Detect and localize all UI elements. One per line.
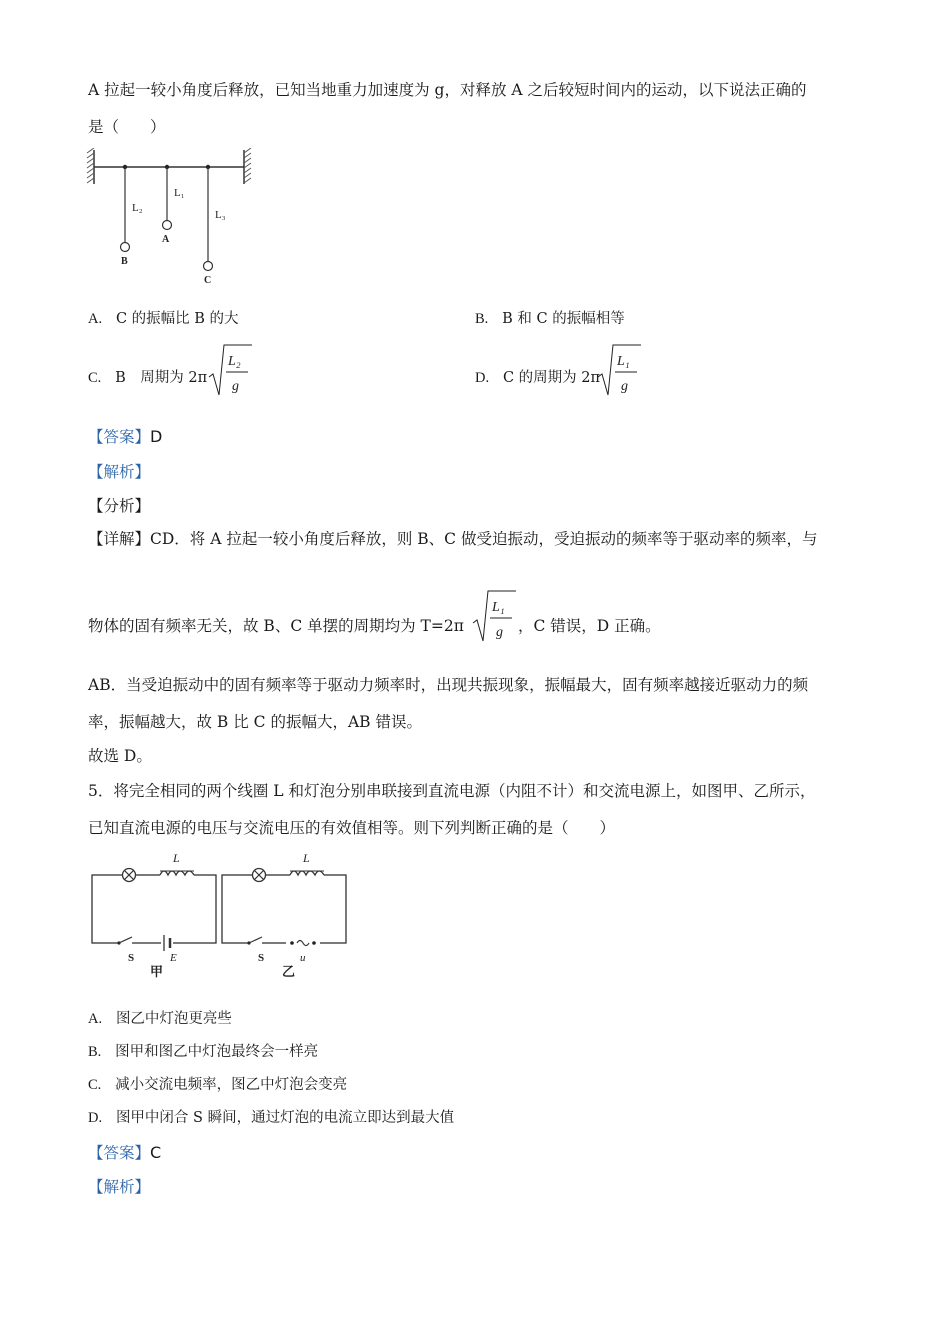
label-u: u xyxy=(300,952,306,964)
label-l3: L₃ xyxy=(215,209,226,221)
q4-answer-line xyxy=(88,427,162,447)
analysis-tag: 【解析】 xyxy=(88,463,151,481)
q4-option-d-label: D. xyxy=(475,370,490,386)
q5-option-c-label: C. xyxy=(88,1077,102,1093)
frac-den-g: g xyxy=(232,379,239,394)
q5-option-a[interactable] xyxy=(88,1009,232,1029)
detail-line2 xyxy=(88,616,464,636)
q5-stem-line2: 已知直流电源的电压与交流电压的有效值相等。则下列判断正确的是（ ） xyxy=(88,819,616,837)
label-c: C xyxy=(204,275,212,286)
q4-option-d[interactable] xyxy=(475,368,600,388)
q5-analysis-tag: 【解析】 xyxy=(88,1178,151,1196)
q5-option-b[interactable] xyxy=(88,1042,318,1062)
frac-den-g: g xyxy=(621,379,628,394)
q5-answer-value: C xyxy=(150,1143,162,1162)
detail-line1 xyxy=(88,529,817,549)
q4-option-a-label: A. xyxy=(88,311,103,327)
sqrt-l2-over-g xyxy=(208,343,252,399)
label-s-jia: S xyxy=(128,952,135,964)
q5-option-a-label: A. xyxy=(88,1011,103,1027)
sqrt-l1-over-g xyxy=(597,343,641,399)
q4-stem-line1: A 拉起一较小角度后释放，已知当地重力加速度为 g，对释放 A 之后较短时间内的运动，以下说法正确的 xyxy=(88,81,807,99)
q5-option-a-text: 图乙中灯泡更亮些 xyxy=(115,1011,232,1027)
label-b: B xyxy=(121,256,128,267)
detail-line5: 故选 D。 xyxy=(88,747,152,765)
q4-option-b[interactable] xyxy=(475,309,625,329)
label-yi: 乙 xyxy=(282,964,296,979)
pendulum-figure xyxy=(86,148,256,288)
period-den: g xyxy=(496,625,503,640)
q4-option-c-text: B 周期为 2π xyxy=(115,370,208,386)
frac-num-l2: L₂ xyxy=(228,354,241,369)
q5-option-b-text: 图甲和图乙中灯泡最终会一样亮 xyxy=(115,1044,319,1060)
label-l-yi: L xyxy=(303,851,310,865)
detail-text2a: 物体的固有频率无关，故 B、C 单摆的周期均为 T=2π xyxy=(88,617,464,635)
q5-answer-line xyxy=(88,1143,161,1163)
q5-option-d-label: D. xyxy=(88,1110,103,1126)
q4-option-a[interactable] xyxy=(88,309,239,329)
q5-option-d-text: 图甲中闭合 S 瞬间，通过灯泡的电流立即达到最大值 xyxy=(115,1110,455,1126)
q5-answer-tag: 【答案】 xyxy=(88,1144,151,1162)
label-jia: 甲 xyxy=(150,964,164,979)
q4-option-a-text: C 的振幅比 B 的大 xyxy=(115,311,239,327)
fenxi-tag: 【分析】 xyxy=(88,497,151,515)
sqrt-period xyxy=(472,589,516,645)
q5-stem-line1: 5．将完全相同的两个线圈 L 和灯泡分别串联接到直流电源（内阻不计）和交流电源上，如图甲、乙所示， xyxy=(88,782,816,800)
frac-num-l1: L₁ xyxy=(617,354,630,369)
detail-text2b: ，C 错误，D 正确。 xyxy=(518,617,661,635)
detail-line4: 率，振幅越大，故 B 比 C 的振幅大，AB 错误。 xyxy=(88,713,422,731)
period-num: L₁ xyxy=(492,600,505,615)
q4-stem-line2: 是（ ） xyxy=(88,118,166,136)
label-a: A xyxy=(162,234,170,245)
label-e: E xyxy=(170,952,177,964)
label-l2: L₂ xyxy=(132,202,143,214)
q4-option-b-text: B 和 C 的振幅相等 xyxy=(502,311,625,327)
q4-option-b-label: B. xyxy=(475,311,489,327)
label-l-jia: L xyxy=(173,851,180,865)
label-l1: L₁ xyxy=(174,187,185,199)
detail-tag: 【详解】 xyxy=(88,530,151,548)
label-s-yi: S xyxy=(258,952,265,964)
q5-option-b-label: B. xyxy=(88,1044,102,1060)
detail-line3: AB．当受迫振动中的固有频率等于驱动力频率时，出现共振现象，振幅最大，固有频率越接近驱动力的频 xyxy=(88,676,809,694)
q4-option-d-text: C 的周期为 2π xyxy=(502,370,601,386)
answer-tag: 【答案】 xyxy=(88,428,151,446)
answer-value: D xyxy=(150,427,163,446)
q4-option-c[interactable] xyxy=(88,368,207,388)
q5-option-c[interactable] xyxy=(88,1075,347,1095)
q5-option-c-text: 减小交流电频率，图乙中灯泡会变亮 xyxy=(115,1077,348,1093)
circuit-figure xyxy=(88,848,353,980)
detail-text1: CD．将 A 拉起一较小角度后释放，则 B、C 做受迫振动，受迫振动的频率等于驱动率的频率，与 xyxy=(150,530,818,548)
q4-option-c-label: C. xyxy=(88,370,102,386)
q5-option-d[interactable] xyxy=(88,1108,454,1128)
